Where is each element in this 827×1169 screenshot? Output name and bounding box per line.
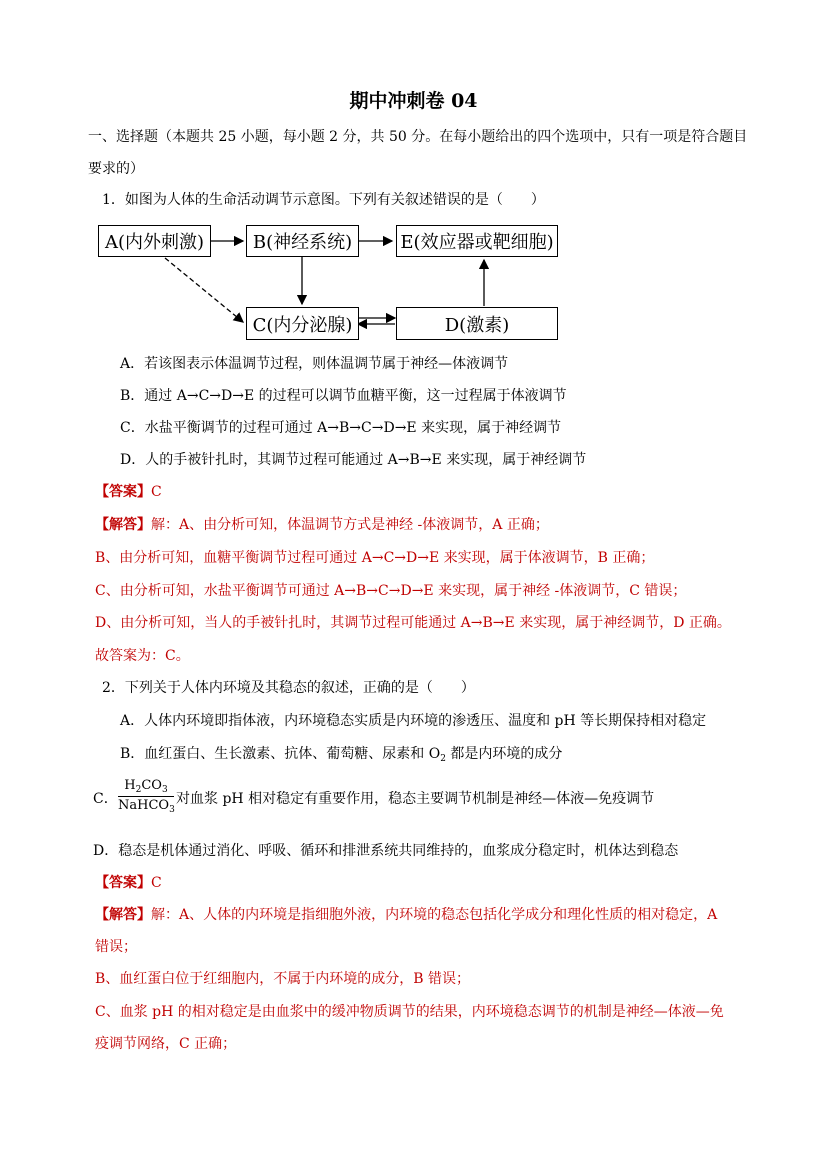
q2-analysis-line2: 错误； [95, 939, 137, 955]
q1-answer [95, 482, 162, 502]
q2-option-b [120, 744, 562, 769]
q1-analysis-line3: C、由分析可知，水盐平衡调节可通过 A→B→C→D→E 来实现，属于神经 -体液调节，C 错误； [95, 583, 687, 599]
q1-analysis-line5: 故答案为：C。 [95, 648, 190, 664]
answer-value: C [151, 875, 162, 891]
answer-value: C [151, 484, 162, 500]
analysis-text: 解：A、由分析可知，体温调节方式是神经 -体液调节，A 正确； [151, 517, 549, 533]
node-c: C(内分泌腺) [246, 307, 359, 340]
node-d: D(激素) [396, 307, 558, 340]
q2-option-a: A．人体内环境即指体液，内环境稳态实质是内环境的渗透压、温度和 pH 等长期保持相对稳定 [120, 713, 707, 729]
subscript: 3 [169, 805, 175, 815]
analysis-label: 【解答】 [95, 907, 151, 923]
q2-option-c-label: C． [93, 791, 118, 807]
answer-label: 【答案】 [95, 484, 151, 500]
buffer-fraction [118, 778, 174, 815]
den-nahco: NaHCO [118, 798, 170, 813]
num-co: CO [141, 778, 162, 793]
q2-analysis-line3: B、血红蛋白位于红细胞内，不属于内环境的成分，B 错误； [95, 971, 471, 987]
arrow-a-to-c-dashed [165, 258, 243, 322]
q1-option-b: B．通过 A→C→D→E 的过程可以调节血糖平衡，这一过程属于体液调节 [120, 388, 567, 404]
question-1-stem: 1．如图为人体的生命活动调节示意图。下列有关叙述错误的是（ ） [102, 192, 545, 208]
page-title: 期中冲刺卷 04 [349, 90, 478, 112]
section-heading-line1: 一、选择题（本题共 25 小题，每小题 2 分，共 50 分。在每小题给出的四个选项中，只有一项是符合题目 [88, 129, 748, 145]
node-a: A(内外刺激) [98, 225, 211, 257]
analysis-label: 【解答】 [95, 517, 151, 533]
question-2-stem: 2．下列关于人体内环境及其稳态的叙述，正确的是（ ） [102, 680, 475, 696]
q1-analysis-line2: B、由分析可知，血糖平衡调节过程可通过 A→C→D→E 来实现，属于体液调节，B 正确； [95, 550, 655, 566]
q2-option-d: D．稳态是机体通过消化、呼吸、循环和排泄系统共同维持的，血浆成分稳定时，机体达到稳态 [93, 843, 679, 859]
node-e: E(效应器或靶细胞) [396, 225, 558, 257]
fraction-denominator [118, 797, 174, 815]
analysis-text: 解：A、人体的内环境是指细胞外液，内环境的稳态包括化学成分和理化性质的相对稳定，A [151, 907, 718, 923]
subscript: 2 [440, 754, 446, 764]
fraction-numerator [118, 778, 174, 797]
q2-answer [95, 873, 162, 893]
num-h: H [124, 778, 136, 793]
q2-analysis-line4: C、血浆 pH 的相对稳定是由血浆中的缓冲物质调节的结果，内环境稳态调节的机制是神经—体液—免 [95, 1004, 724, 1020]
q2-option-c-text: 对血浆 pH 相对稳定有重要作用，稳态主要调节机制是神经—体液—免疫调节 [176, 791, 655, 807]
q1-analysis-line4: D、由分析可知，当人的手被针扎时，其调节过程可能通过 A→B→E 来实现，属于神经调节，D 正确。 [95, 615, 731, 631]
q1-analysis-line1 [95, 515, 549, 535]
q2-option-b-text-end: 都是内环境的成分 [445, 746, 563, 762]
section-heading-line2: 要求的） [88, 161, 144, 177]
q2-analysis-line1 [95, 905, 717, 925]
q2-analysis-line5: 疫调节网络，C 正确； [95, 1036, 237, 1052]
q1-option-d: D．人的手被针扎时，其调节过程可能通过 A→B→E 来实现，属于神经调节 [120, 452, 587, 468]
q2-option-b-text: B．血红蛋白、生长激素、抗体、葡萄糖、尿素和 O [120, 746, 441, 762]
subscript: 2 [135, 785, 142, 795]
answer-label: 【答案】 [95, 875, 151, 891]
subscript: 3 [161, 785, 168, 795]
q1-option-a: A．若该图表示体温调节过程，则体温调节属于神经—体液调节 [120, 356, 509, 372]
q1-option-c: C．水盐平衡调节的过程可通过 A→B→C→D→E 来实现，属于神经调节 [120, 420, 562, 436]
node-b: B(神经系统) [246, 225, 359, 257]
